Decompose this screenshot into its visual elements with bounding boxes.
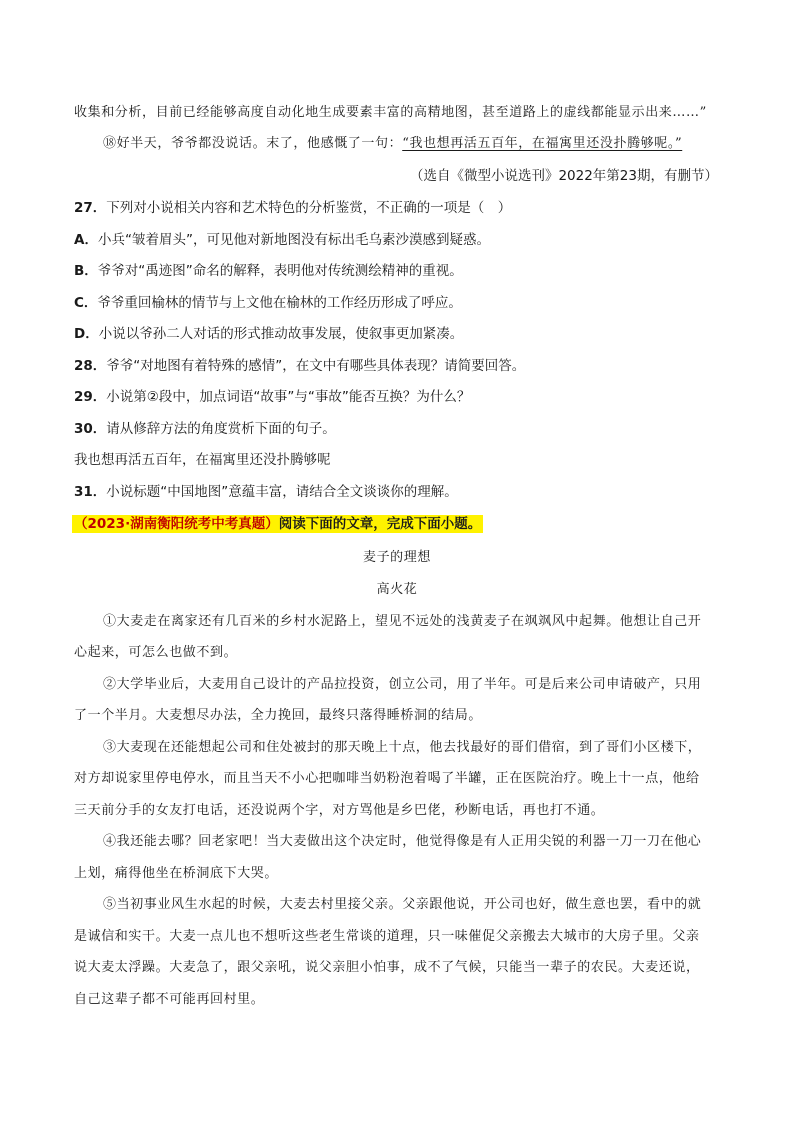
question-28 <box>74 356 525 376</box>
article-line: 上划，痛得他坐在桥洞底下大哭。 <box>74 866 279 881</box>
question-text: 下列对小说相关内容和艺术特色的分析鉴赏，不正确的一项是（ ） <box>106 200 512 216</box>
option-letter: A． <box>74 232 98 248</box>
exam-source: （2023·湖南衡阳统考中考真题） <box>74 516 279 532</box>
option-letter: C． <box>74 295 98 311</box>
article-line: ②大学毕业后，大麦用自己设计的产品拉投资，创立公司，用了半年。可是后来公司申请破产，只用 <box>103 677 702 692</box>
paragraph-18 <box>103 134 682 154</box>
source-citation: （选自《微型小说选刊》2022年第23期，有删节） <box>409 168 718 184</box>
article-line: 了一个半月。大麦想尽办法，全力挽回，最终只落得睡桥洞的结局。 <box>74 708 483 723</box>
question-27 <box>74 198 511 218</box>
article-line: 对方却说家里停电停水，而且当天不小心把咖啡当奶粉泡着喝了半罐，正在医院治疗。晚上十一点，他给 <box>74 771 700 786</box>
question-text: 小说第②段中，加点词语“故事”与“事故”能否互换？为什么？ <box>106 389 471 405</box>
option-text: 爷爷重回榆林的情节与上文他在榆林的工作经历形成了呼应。 <box>97 295 462 311</box>
question-number: 30． <box>74 421 107 437</box>
question-30 <box>74 419 336 439</box>
option-text: 小说以爷孙二人对话的形式推动故事发展，使叙事更加紧凑。 <box>98 326 464 342</box>
option-c <box>74 293 462 313</box>
paragraph-number: ⑱ <box>103 136 117 151</box>
section-header <box>72 514 483 534</box>
paragraph-text: 好半天，爷爷都没说话。末了，他感慨了一句： <box>116 136 403 151</box>
question-text: 爷爷“对地图有着特殊的感情”，在文中有哪些具体表现？请简要回答。 <box>106 358 526 374</box>
underlined-quote: “我也想再活五百年，在福寓里还没扑腾够呢。” <box>402 136 683 151</box>
question-number: 28． <box>74 358 107 374</box>
option-d <box>74 324 463 344</box>
article-line: 三天前分手的女友打电话，还没说两个字，对方骂他是乡巴佬，秒断电话，再也打不通。 <box>74 803 605 818</box>
article-title: 麦子的理想 <box>362 550 431 565</box>
article-line: 心起来，可怎么也做不到。 <box>74 645 238 660</box>
option-a <box>74 230 490 250</box>
article-line: 是诚信和实干。大麦一点儿也不想听这些老生常谈的道理，只一味催促父亲搬去大城市的大房子里。父亲 <box>74 929 700 944</box>
option-b <box>74 261 463 281</box>
quoted-sentence <box>74 450 331 470</box>
option-letter: D． <box>74 326 99 342</box>
passage-line: 收集和分析，目前已经能够高度自动化地生成要素丰富的高精地图，甚至道路上的虚线都能显示出来……” <box>74 105 707 120</box>
article-line: 说大麦太浮躁。大麦急了，跟父亲吼，说父亲胆小怕事，成不了气候，只能当一辈子的农民。大麦还说， <box>74 960 700 975</box>
question-text: 我也想再活五百年，在福寓里还没扑腾够呢 <box>74 452 331 468</box>
article-line: 自己这辈子都不可能再回村里。 <box>74 992 265 1007</box>
article-line: ③大麦现在还能想起公司和住处被封的那天晚上十点，他去找最好的哥们借宿，到了哥们小区楼下， <box>103 740 702 755</box>
article-line: ④我还能去哪？回老家吧！当大麦做出这个决定时，他觉得像是有人正用尖锐的利器一刀一刀在他心 <box>103 834 702 849</box>
question-31 <box>74 482 458 502</box>
option-letter: B． <box>74 263 98 279</box>
option-text: 爷爷对“禹迹图”命名的解释，表明他对传统测绘精神的重视。 <box>97 263 463 279</box>
article-line: ⑤当初事业风生水起的时候，大麦去村里接父亲。父亲跟他说，开公司也好，做生意也罢，看中的就 <box>103 897 702 912</box>
question-text: 请从修辞方法的角度赏析下面的句子。 <box>106 421 336 437</box>
question-number: 29． <box>74 389 107 405</box>
question-29 <box>74 387 470 407</box>
question-text: 小说标题“中国地图”意蕴丰富，请结合全文谈谈你的理解。 <box>106 484 458 500</box>
question-number: 27． <box>74 200 107 216</box>
article-author: 高火花 <box>376 582 418 597</box>
option-text: 小兵“皱着眉头”，可见他对新地图没有标出毛乌素沙漠感到疑惑。 <box>97 232 490 248</box>
highlight-band <box>72 515 483 533</box>
section-instruction: 阅读下面的文章，完成下面小题。 <box>278 516 482 532</box>
article-line: ①大麦走在离家还有几百米的乡村水泥路上，望见不远处的浅黄麦子在飒飒风中起舞。他想让自己开 <box>103 614 702 629</box>
question-number: 31． <box>74 484 107 500</box>
